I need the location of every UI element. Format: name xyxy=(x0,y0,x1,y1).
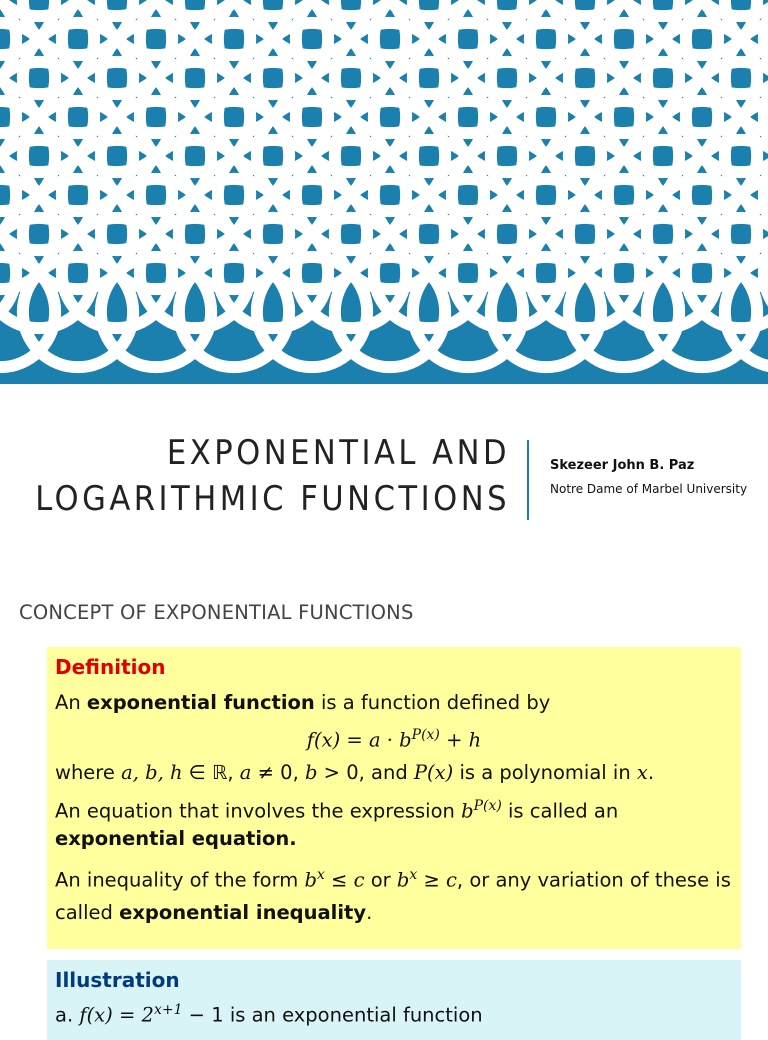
bold-term: exponential function xyxy=(86,691,315,714)
math: c xyxy=(446,868,457,892)
text: is a function defined by xyxy=(314,691,551,714)
math: f(x) = 2 xyxy=(79,1003,154,1027)
illustration-box xyxy=(47,960,741,1040)
text: ≠ 0, xyxy=(251,760,305,784)
math: c xyxy=(353,868,365,892)
text: > 0, and xyxy=(317,760,414,784)
math: b xyxy=(461,799,474,822)
title-divider xyxy=(527,440,529,520)
definition-line-5 xyxy=(55,859,733,929)
text: ∈ ℝ, xyxy=(182,760,240,784)
text: ≥ xyxy=(417,868,446,892)
text: , or any variation of these is called xyxy=(55,868,731,924)
text: where xyxy=(55,760,122,784)
definition-box xyxy=(47,647,741,949)
presentation-title xyxy=(0,430,510,522)
text: . xyxy=(647,760,655,784)
math: b xyxy=(304,868,317,892)
title-line-2: LOGARITHMIC FUNCTIONS xyxy=(35,479,510,519)
text: ≤ xyxy=(324,868,354,892)
author-affiliation: Notre Dame of Marbel University xyxy=(550,482,748,496)
definition-line-3 xyxy=(55,792,733,826)
math: P(x) xyxy=(413,760,454,784)
author-name: Skezeer John B. Paz xyxy=(550,458,695,473)
illustration-heading: Illustration xyxy=(55,968,180,992)
illustration-line-a xyxy=(55,1002,733,1027)
definition-line-1 xyxy=(55,689,733,717)
definition-line-4 xyxy=(55,825,733,853)
pattern-ring xyxy=(764,62,768,172)
math-exponent: P(x) xyxy=(473,797,502,814)
title-line-1: EXPONENTIAL AND xyxy=(166,433,510,473)
pattern-ring xyxy=(764,0,768,94)
formula-exponent: P(x) xyxy=(411,727,440,743)
text: An inequality of the form xyxy=(55,868,305,892)
text: − 1 is an exponential function xyxy=(182,1003,483,1027)
math-exponent: x xyxy=(316,867,325,883)
text: is a polynomial in xyxy=(453,760,637,784)
bold-term: exponential inequality xyxy=(119,900,367,924)
math: b xyxy=(304,760,318,784)
text: An xyxy=(55,691,87,714)
circle-lattice-pattern xyxy=(0,0,768,384)
pattern-ring xyxy=(764,140,768,250)
section-heading: CONCEPT OF EXPONENTIAL FUNCTIONS xyxy=(19,601,414,624)
math: x xyxy=(636,760,648,784)
item-label: a. xyxy=(55,1003,74,1027)
pattern-ring xyxy=(764,218,768,328)
math-exponent: x+1 xyxy=(153,1002,183,1018)
text: An equation that involves the expression xyxy=(55,799,462,822)
definition-line-2 xyxy=(55,759,733,787)
decorative-banner xyxy=(0,0,768,384)
math: a, b, h xyxy=(121,760,183,784)
bold-term: exponential equation. xyxy=(55,827,297,850)
definition-heading: Definition xyxy=(55,655,166,679)
math: a xyxy=(239,760,252,784)
math-exponent: x xyxy=(409,867,418,883)
text: or xyxy=(364,868,397,892)
definition-formula xyxy=(55,721,733,755)
formula-text: f(x) = a · b xyxy=(306,728,412,752)
text: is called an xyxy=(501,799,619,822)
math: b xyxy=(396,868,410,892)
formula-tail: + h xyxy=(439,728,482,752)
text: . xyxy=(366,900,373,924)
